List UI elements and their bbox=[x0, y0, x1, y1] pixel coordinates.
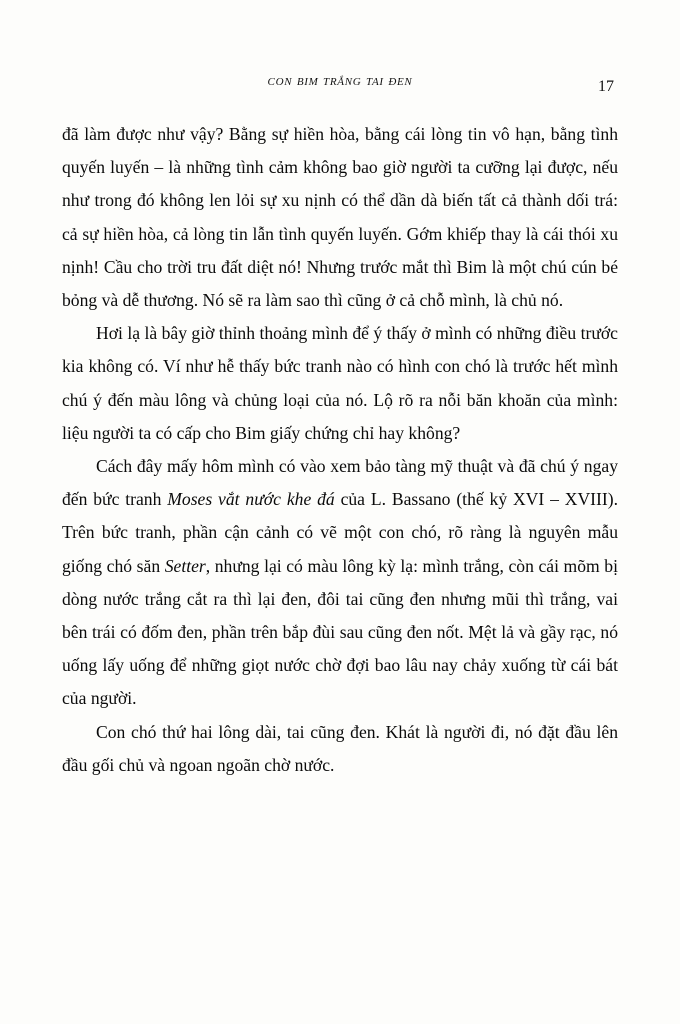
italic-title: Setter bbox=[164, 555, 206, 576]
paragraph-1: đã làm được như vậy? Bằng sự hiền hòa, bằng cái lòng tin vô hạn, bằng tình quyến luyến – là những tình cảm không bao giờ người ta cưỡng lại được, nếu như trong đó không len lỏi sự xu nịnh có thể dần dà biến tất cả thành dối trá: cả sự hiền hòa, cả lòng tin lẫn tình quyến luyến. Gớm khiếp thay là cái thói xu nịnh! Cầu cho trời tru đất diệt nó! Nhưng trước mắt thì Bim là một chú cún bé bỏng và dễ thương. Nó sẽ ra làm sao thì cũng ở cả chỗ mình, là chủ nó. bbox=[62, 124, 618, 311]
page-header bbox=[66, 72, 614, 96]
paragraph-4: Con chó thứ hai lông dài, tai cũng đen. Khát là người đi, nó đặt đầu lên đầu gối chủ và ngoan ngoãn chờ nước. bbox=[62, 721, 618, 775]
italic-title: Moses vắt nước khe đá bbox=[167, 489, 335, 510]
paragraph-2: Hơi lạ là bây giờ thỉnh thoảng mình để ý thấy ở mình có những điều trước kia không có. Ví như hễ thấy bức tranh nào có hình con chó là trước hết mình chú ý đến màu lông và chủng loại của nó. Lộ rõ ra nỗi băn khoăn của mình: liệu người ta có cấp cho Bim giấy chứng chỉ hay không? bbox=[62, 323, 618, 443]
body-text bbox=[62, 118, 618, 782]
paragraph-3: Cách đây mấy hôm mình có vào xem bảo tàng mỹ thuật và đã chú ý ngay đến bức tranh Moses vắt nước khe đá của L. Bassano (thế kỷ XVI – XVIII). Trên bức tranh, phần cận cảnh có vẽ một con chó, rõ ràng là nguyên mẫu giống chó săn Setter, nhưng lại có màu lông kỳ lạ: mình trắng, còn cái mõm bị dòng nước trắng cắt ra thì lại đen, đôi tai cũng đen nhưng mũi thì trắng, vai bên trái có đốm đen, phần trên bắp đùi sau cũng đen nốt. Mệt lả và gầy rạc, nó uống lấy uống để những giọt nước chờ đợi bao lâu nay chảy xuống từ cái bát của người. bbox=[62, 456, 618, 709]
running-title: con bim trắng tai đen bbox=[267, 72, 413, 89]
page-number: 17 bbox=[598, 78, 614, 95]
